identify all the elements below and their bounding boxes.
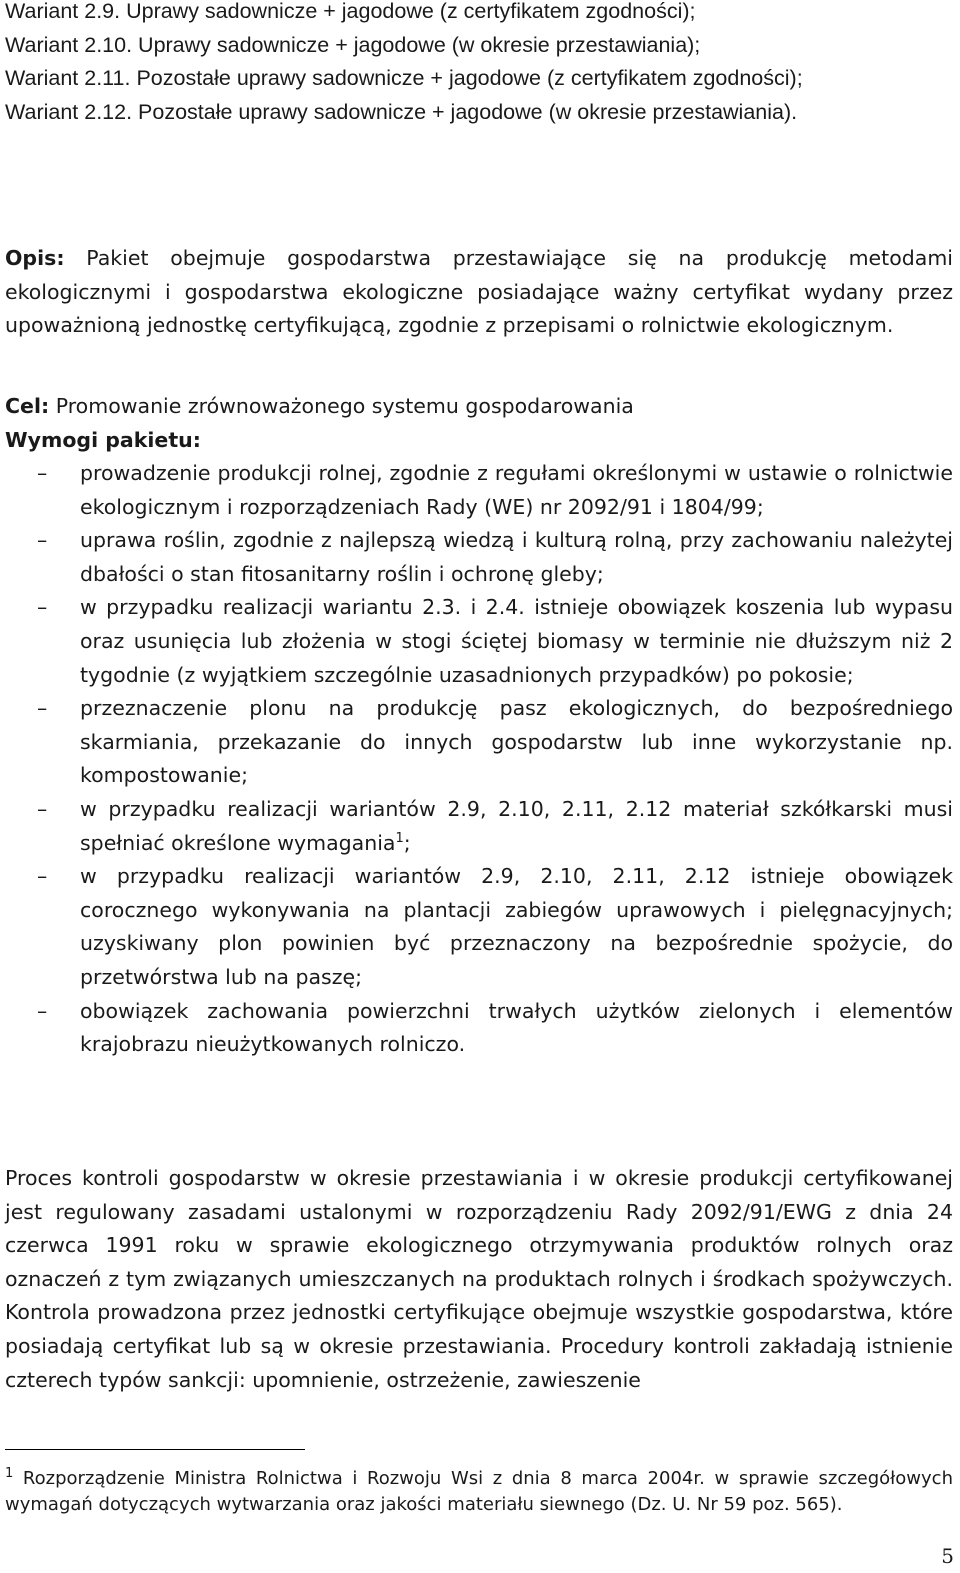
list-item: [5, 524, 953, 591]
dash-bullet: –: [37, 796, 48, 821]
dash-bullet: –: [37, 528, 48, 553]
requirement-text: w przypadku realizacji wariantów 2.9, 2.10, 2.11, 2.12 istnieje obowiązek corocznego wykonywania na plantacji zabiegów uprawowych i pielęgnacyjnych; uzyskiwany plon powinien być przeznaczony na bezpośrednie spożycie, do przetwórstwa lub na paszę;: [80, 864, 953, 989]
dash-bullet: –: [37, 595, 48, 620]
list-item: [5, 860, 953, 994]
dash-bullet: –: [37, 998, 48, 1023]
list-item: [5, 995, 953, 1062]
opis-text: Pakiet obejmuje gospodarstwa przestawiające się na produkcję metodami ekologicznymi i gospodarstwa ekologiczne posiadające ważny certyfikat wydany przez upoważnioną jednostkę certyfikującą, zgodnie z przepisami o rolnictwie ekologicznym.: [5, 246, 953, 338]
dash-bullet: –: [37, 864, 48, 889]
opis-label: Opis:: [5, 246, 65, 270]
footnote: [5, 1466, 953, 1517]
wymogi-heading: Wymogi pakietu:: [5, 428, 201, 452]
variant-2-10: Wariant 2.10. Uprawy sadownicze + jagodowe (w okresie przestawiania);: [5, 32, 701, 57]
variant-2-12: Wariant 2.12. Pozostałe uprawy sadownicze + jagodowe (w okresie przestawiania).: [5, 99, 798, 124]
footnote-marker: 1: [5, 1466, 14, 1481]
dash-bullet: –: [37, 696, 48, 721]
variants-list: [5, 0, 953, 129]
cel-label: Cel:: [5, 394, 50, 418]
variant-2-11: Wariant 2.11. Pozostałe uprawy sadownicze + jagodowe (z certyfikatem zgodności);: [5, 66, 803, 91]
requirement-text: w przypadku realizacji wariantów 2.9, 2.10, 2.11, 2.12 materiał szkółkarski musi spełniać określone wymagania: [80, 796, 953, 855]
requirement-text: uprawa roślin, zgodnie z najlepszą wiedzą i kulturą rolną, przy zachowaniu należytej dbałości o stan fitosanitarny roślin i ochronę gleby;: [80, 528, 953, 586]
requirement-end: ;: [403, 830, 411, 855]
cel-paragraph: [5, 390, 953, 424]
requirements-list: [5, 457, 953, 1062]
requirement-text: przeznaczenie plonu na produkcję pasz ekologicznych, do bezpośredniego skarmiania, przekazanie do innych gospodarstw lub inne wykorzystanie np. kompostowanie;: [80, 696, 953, 788]
dash-bullet: –: [37, 461, 48, 485]
footnote-separator: [5, 1449, 305, 1450]
list-item: [5, 591, 953, 692]
footnote-ref[interactable]: 1: [395, 830, 404, 846]
requirement-text: obowiązek zachowania powierzchni trwałych użytków zielonych i elementów krajobrazu nieużytkowanych rolniczo.: [80, 998, 953, 1057]
cel-text: Promowanie zrównoważonego systemu gospodarowania: [49, 394, 634, 418]
page-number: 5: [941, 1544, 954, 1568]
variant-2-9: Wariant 2.9. Uprawy sadownicze + jagodowe (z certyfikatem zgodności);: [5, 0, 696, 23]
requirement-text: prowadzenie produkcji rolnej, zgodnie z regułami określonymi w ustawie o rolnictwie ekologicznym i rozporządzeniach Rady (WE) nr 2092/91 i 1804/99;: [80, 461, 953, 519]
requirement-text: w przypadku realizacji wariantu 2.3. i 2.4. istnieje obowiązek koszenia lub wypasu oraz usunięcia lub złożenia w stogi ściętej biomasy w terminie nie dłuższym niż 2 tygodnie (z wyjątkiem szczególnie uzasadnionych przypadków) po pokosie;: [80, 595, 953, 687]
proces-paragraph: Proces kontroli gospodarstw w okresie przestawiania i w okresie produkcji certyfikowanej jest regulowany zasadami ustalonymi w rozporządzeniu Rady 2092/91/EWG z dnia 24 czerwca 1991 roku w sprawie ekologicznego otrzymywania produktów rolnych oraz oznaczeń z tym związanych umieszczanych na produktach rolnych i środkach spożywczych. Kontrola prowadzona przez jednostki certyfikujące obejmuje wszystkie gospodarstwa, które posiadają certyfikat lub są w okresie przestawiania. Procedury kontroli zakładają istnienie czterech typów sankcji: upomnienie, ostrzeżenie, zawieszenie: [5, 1166, 953, 1392]
opis-paragraph: [5, 242, 953, 343]
list-item: [5, 457, 953, 524]
list-item: [5, 793, 953, 860]
list-item: [5, 692, 953, 793]
footnote-text: Rozporządzenie Ministra Rolnictwa i Rozwoju Wsi z dnia 8 marca 2004r. w sprawie szczegółowych wymagań dotyczących wytwarzania oraz jakości materiału siewnego (Dz. U. Nr 59 poz. 565).: [5, 1468, 953, 1515]
